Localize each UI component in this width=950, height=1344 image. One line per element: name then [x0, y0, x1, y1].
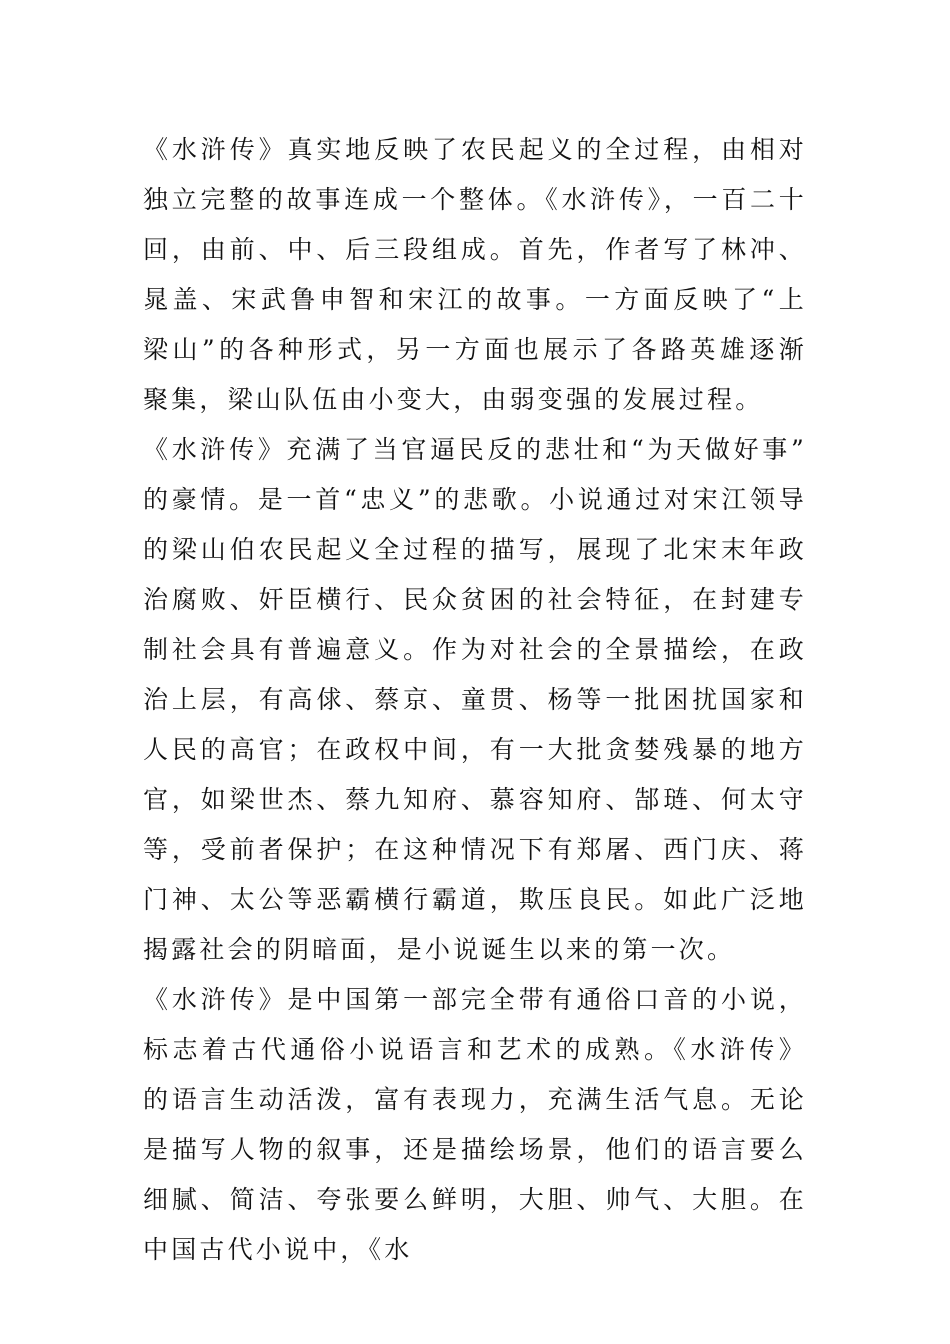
paragraph-2: 《水浒传》充满了当官逼民反的悲壮和“为天做好事”的豪情。是一首“忠义”的悲歌。小说通过对宋江领导的梁山伯农民起义全过程的描写，展现了北宋末年政治腐败、奸臣横行、民众贫困的社会特征，在封建专制社会具有普遍意义。作为对社会的全景描绘，在政治上层，有高俅、蔡京、童贯、杨等一批困扰国家和人民的高官；在政权中间，有一大批贪婪残暴的地方官，如梁世杰、蔡九知府、慕容知府、郜琏、何太守等，受前者保护；在这种情况下有郑屠、西门庆、蒋门神、太公等恶霸横行霸道，欺压良民。如此广泛地揭露社会的阴暗面，是小说诞生以来的第一次。 — [143, 435, 807, 964]
paragraph-3: 《水浒传》是中国第一部完全带有通俗口音的小说，标志着古代通俗小说语言和艺术的成熟。《水浒传》的语言生动活泼，富有表现力，充满生活气息。无论是描写人物的叙事，还是描绘场景，他们的语言要么细腻、简洁、夸张要么鲜明，大胆、帅气、大胆。在中国古代小说中，《水 — [143, 985, 807, 1264]
paragraph-1: 《水浒传》真实地反映了农民起义的全过程，由相对独立完整的故事连成一个整体。《水浒传》，一百二十回，由前、中、后三段组成。首先，作者写了林冲、晁盖、宋武鲁申智和宋江的故事。一方面反映了“上梁山”的各种形式，另一方面也展示了各路英雄逐渐聚集，梁山队伍由小变大，由弱变强的发展过程。 — [143, 135, 807, 414]
body-text — [143, 125, 807, 1275]
